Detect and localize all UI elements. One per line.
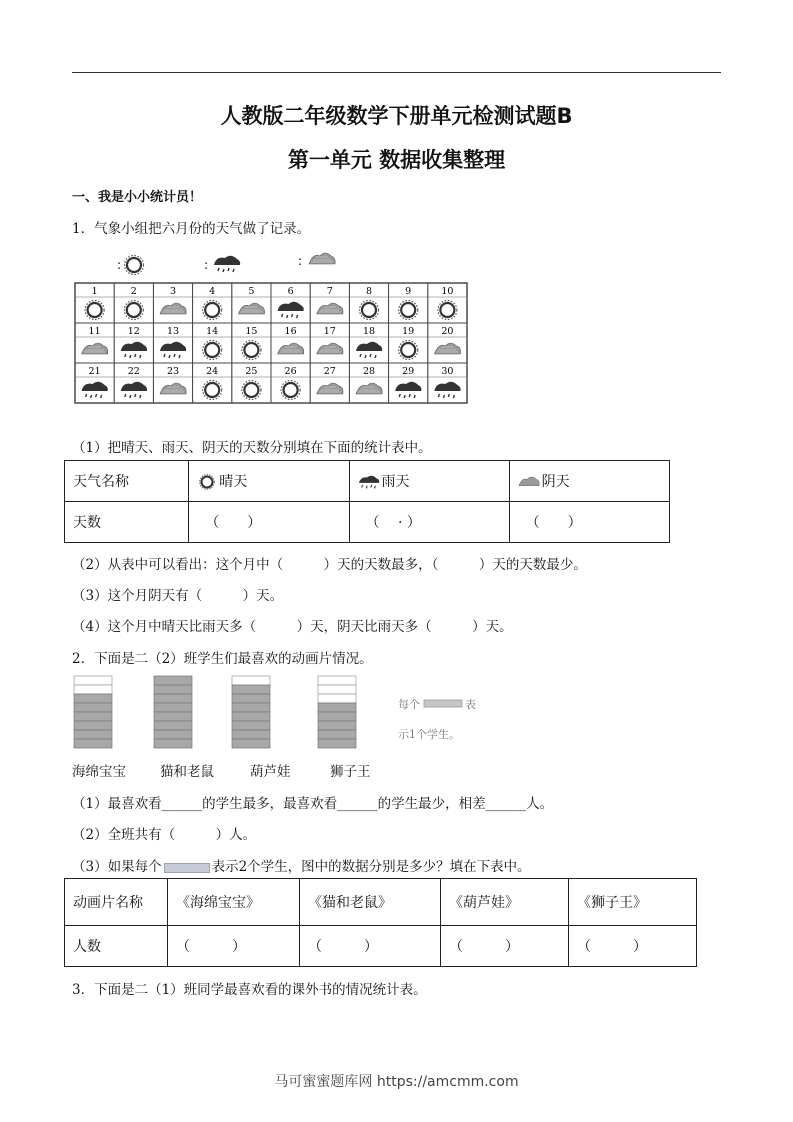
calendar-day-number: 30 [441,366,454,377]
calendar-day-number: 16 [284,326,297,337]
calendar-day-number: 6 [287,286,294,297]
calendar-day-number: 26 [284,366,297,377]
calendar-day-number: 28 [362,366,376,377]
question-2-intro: 2．下面是二（2）班学生们最喜欢的动画片情况。 [72,651,373,667]
rainy-weather-icon [356,342,382,358]
calendar-day-number: 27 [323,366,336,377]
bar-segment-filled [74,694,112,703]
top-rule [72,72,721,73]
calendar-day-number: 10 [441,286,454,297]
calendar-day-number: 5 [248,286,255,297]
calendar-day-number: 17 [323,326,336,337]
legend-sep-1: : [117,258,122,272]
legend-sep-3: : [298,254,303,268]
calendar-day-number: 9 [405,286,412,297]
page-subtitle: 第一单元 数据收集整理 [287,148,506,172]
calendar-day-number: 29 [402,366,415,377]
cloudy-weather-icon [317,383,343,394]
sunny-weather-icon [124,301,143,320]
sunny-icon [197,474,217,490]
bar-group [74,676,356,748]
q2-part3 [72,855,531,875]
rainy-days-blank[interactable]: （ · ） [349,502,509,543]
bar-segment-filled [74,721,112,730]
cartoon-name-2: 《猫和老鼠》 [300,879,441,926]
calendar-day-number: 7 [326,286,333,297]
rainy-weather-icon [82,382,108,398]
weather-table-rainy [349,461,509,502]
rainy-weather-icon [434,382,460,398]
cartoon-table-count-label: 人数 [65,926,168,967]
bar-unit-icon [164,863,210,873]
bar-segment-filled [154,739,192,748]
cartoon-pictograph [72,674,492,754]
bar-label-4: 狮子王 [330,764,371,780]
cloudy-weather-icon [278,343,304,354]
key-text-2: 表 [465,698,476,711]
sunny-weather-icon [399,341,418,360]
calendar-day-number: 21 [88,366,101,377]
bar-segment-filled [154,685,192,694]
weather-table-days-label: 天数 [65,502,189,543]
count-blank-2[interactable]: （ ） [300,926,441,967]
calendar-day-number: 22 [127,366,140,377]
calendar-day-number: 14 [206,326,219,337]
count-blank-4[interactable]: （ ） [569,926,697,967]
calendar-day-number: 8 [365,286,373,297]
bar-segment-filled [318,739,356,748]
bar-segment-empty [318,685,356,694]
cloudy-weather-icon [160,383,186,394]
cloudy-weather-icon [160,303,186,314]
bar-segment-filled [232,694,270,703]
calendar-day-number: 18 [362,326,376,337]
page-title: 人教版二年级数学下册单元检测试题B [220,104,573,128]
bar-segment-filled [74,739,112,748]
rainy-weather-icon [395,382,421,398]
sunny-weather-icon [203,381,222,400]
bar-segment-filled [74,712,112,721]
bar-segment-filled [154,676,192,685]
calendar-day-number: 20 [441,326,454,337]
sunny-weather-icon [203,341,222,360]
calendar-day-number: 4 [209,286,216,297]
calendar-day-number: 23 [166,366,180,377]
rainy-icon [358,474,380,490]
bar-label-3: 葫芦娃 [250,764,291,780]
question-1-intro: 1．气象小组把六月份的天气做了记录。 [72,221,311,237]
calendar-day-number: 15 [245,326,258,337]
rainy-weather-icon [160,342,186,358]
bar-segment-filled [232,730,270,739]
weather-table-header-name: 天气名称 [65,461,189,502]
rainy-weather-icon [121,382,147,398]
bar-segment-empty [232,676,270,685]
sunny-weather-icon [438,301,457,320]
q2-part3-a: （3）如果每个 [72,859,162,875]
q2-part1: （1）最喜欢看______的学生最多，最喜欢看______的学生最少，相差______人。 [72,796,554,812]
bar-segment-empty [74,676,112,685]
calendar-day-number: 25 [245,366,258,377]
cloudy-days-blank[interactable]: （ ） [509,502,669,543]
cloudy-icon [518,474,540,490]
rainy-label: 雨天 [381,474,410,490]
legend-cloudy-icon [309,253,335,264]
weather-table-sunny [189,461,349,502]
section-heading: 一、我是小小统计员！ [72,190,203,205]
cloudy-weather-icon [238,303,264,314]
key-bar-icon [424,700,462,707]
sunny-weather-icon [399,301,418,320]
legend-row [117,253,335,275]
cloudy-weather-icon [356,383,382,394]
sunny-days-blank[interactable]: （ ） [189,502,349,543]
bar-segment-filled [154,703,192,712]
bar-segment-filled [154,730,192,739]
bar-segment-filled [318,730,356,739]
bar-segment-filled [232,685,270,694]
bar-segment-filled [154,721,192,730]
calendar-day-number: 2 [130,286,137,297]
cloudy-weather-icon [82,343,108,354]
q1-part1: （1）把晴天、雨天、阴天的天数分别填在下面的统计表中。 [72,440,432,456]
bar-segment-filled [232,703,270,712]
calendar-day-number: 13 [166,326,180,337]
legend-rainy-icon [214,256,240,272]
weather-table-cloudy [509,461,669,502]
calendar-day-number: 11 [88,326,101,337]
footer-watermark: 马可蜜蜜题库网 https://amcmm.com [274,1074,519,1090]
bar-label-2: 猫和老鼠 [160,764,214,780]
key-text-1: 每个 [398,698,420,711]
bar-segment-filled [154,712,192,721]
bar-segment-empty [318,676,356,685]
bar-segment-filled [318,712,356,721]
question-3-intro: 3．下面是二（1）班同学最喜欢看的课外书的情况统计表。 [72,982,427,998]
q1-part3: （3）这个月阴天有（ ）天。 [72,588,284,604]
calendar-grid [75,283,467,403]
bar-segment-filled [232,739,270,748]
cartoon-name-3: 《葫芦娃》 [441,879,569,926]
key-text-3: 示1个学生。 [398,728,460,741]
rainy-weather-icon [121,342,147,358]
calendar-day-number: 3 [169,286,177,297]
cloudy-label: 阴天 [541,474,570,490]
legend-sunny-icon [125,256,144,275]
q2-part3-b: 表示2个学生，图中的数据分别是多少？填在下表中。 [211,859,531,875]
calendar-day-number: 24 [206,366,219,377]
rainy-weather-icon [278,302,304,318]
sunny-label: 晴天 [219,474,248,490]
calendar-day-number: 1 [91,286,98,297]
legend-sep-2: : [204,258,209,272]
bar-segment-empty [318,694,356,703]
sunny-weather-icon [281,381,300,400]
cloudy-weather-icon [434,343,460,354]
sunny-weather-icon [203,301,222,320]
calendar-day-number: 12 [127,326,140,337]
bar-segment-filled [232,721,270,730]
weather-calendar [72,250,468,416]
bar-label-1: 海绵宝宝 [72,764,126,780]
count-blank-1[interactable]: （ ） [168,926,300,967]
cartoon-name-1: 《海绵宝宝》 [168,879,300,926]
weather-table [64,460,670,543]
cartoon-name-4: 《狮子王》 [569,879,697,926]
cloudy-weather-icon [317,343,343,354]
bar-segment-filled [74,730,112,739]
calendar-day-number: 19 [402,326,415,337]
q1-part4: （4）这个月中晴天比雨天多（ ）天，阴天比雨天多（ ）天。 [72,619,513,635]
bar-segment-filled [232,712,270,721]
bar-segment-empty [74,685,112,694]
q1-part2: （2）从表中可以看出：这个月中（ ）天的天数最多，（ ）天的天数最少。 [72,557,587,573]
bar-segment-filled [154,694,192,703]
bar-segment-filled [318,703,356,712]
cartoon-table [64,878,697,967]
cloudy-weather-icon [317,303,343,314]
cartoon-table-header: 动画片名称 [65,879,168,926]
sunny-weather-icon [360,301,379,320]
count-blank-3[interactable]: （ ） [441,926,569,967]
sunny-weather-icon [85,301,104,320]
bar-segment-filled [318,721,356,730]
bar-segment-filled [74,703,112,712]
sunny-weather-icon [242,381,261,400]
q2-part2: （2）全班共有（ ）人。 [72,827,257,843]
sunny-weather-icon [242,341,261,360]
